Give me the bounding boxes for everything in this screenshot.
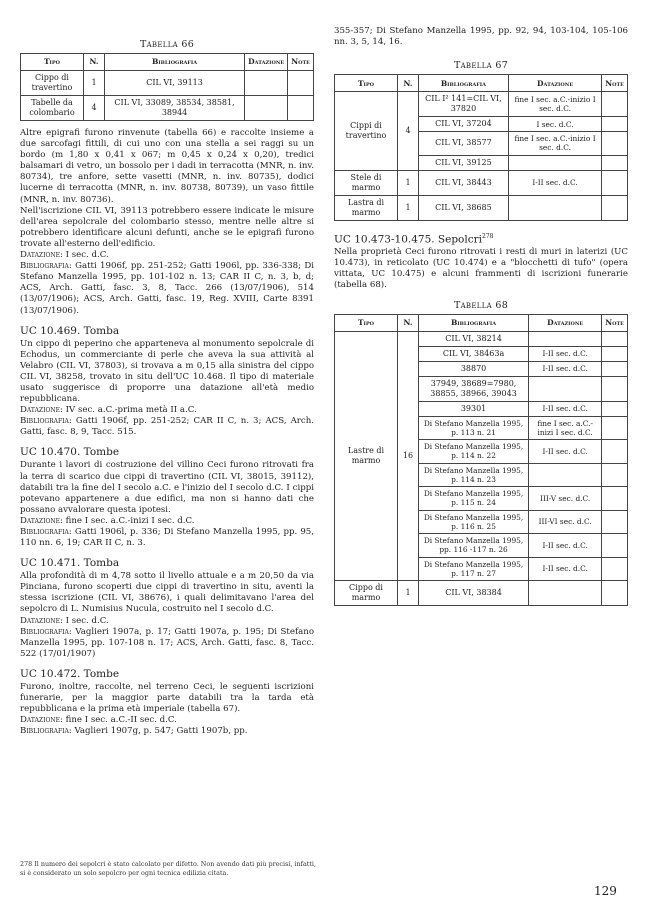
cell-note: [602, 534, 628, 558]
section-heading: UC 10.469. Tomba: [20, 324, 120, 337]
paragraph: Altre epigrafi furono rinvenute (tabella 66) e raccolte insieme a due sarcofagi fittili, di cui uno con una stella a sei raggi su un bordo (m 1,80 x 0,41 x 067; m 0,45 x 0,24 x 0,20), tredici balsamari di vetro, un bossolo per i dadi in terracotta (MNR, n. inv. 80734), tre anfore, sette vasetti (MNR, n. inv. 80735), dodici lucerne di terracotta (MNR, n. inv. 80738, 80739), un vaso fittile (MNR, n. inv. 80736).: [20, 128, 314, 205]
cell-note: [602, 361, 628, 376]
bibliography: Bibliografia: Vaglieri 1907g, p. 547; Gatti 1907b, pp.: [20, 726, 248, 737]
cell-note: [602, 440, 628, 464]
table-header-cell: Tipo: [335, 75, 398, 92]
cell-note: [602, 195, 628, 220]
table-header-cell: N.: [84, 54, 105, 71]
cell-datazione: I-II sec. d.C.: [529, 401, 602, 416]
cell-note: [602, 581, 628, 606]
table-header-cell: Datazione: [508, 75, 601, 92]
table-row: [335, 195, 628, 220]
cell-note: [602, 557, 628, 581]
table-66: [20, 53, 314, 121]
cell-bibliografia: Di Stefano Manzella 1995, pp. 116 -117 n. 26: [419, 534, 529, 558]
cell-datazione: [529, 376, 602, 401]
cell-datazione: I-II sec. d.C.: [529, 346, 602, 361]
table-67-title: Tabella 67: [453, 60, 509, 72]
table-header-cell: Note: [602, 75, 628, 92]
dating: Datazione: I sec. d.C.: [20, 250, 109, 261]
cell-note: [602, 463, 628, 487]
table-header-cell: Tipo: [335, 314, 398, 331]
table-68-title: Tabella 68: [453, 299, 509, 311]
table-header-cell: Bibliografia: [419, 314, 529, 331]
cell-bibliografia: 37949, 38689=7980, 38855, 38966, 39043: [419, 376, 529, 401]
cell-datazione: I-II sec. d.C.: [529, 557, 602, 581]
cell-note: [602, 132, 628, 156]
cell-n: 16: [398, 331, 419, 581]
cell-datazione: III-V sec. d.C.: [529, 487, 602, 511]
table-row: [335, 331, 628, 346]
section-heading: UC 10.472. Tombe: [20, 667, 120, 680]
cell-bibliografia: CIL VI, 38463a: [419, 346, 529, 361]
cell-datazione: [508, 195, 601, 220]
footnote-marker: 278: [482, 232, 494, 240]
dating: Datazione: fine I sec. a.C.-inizi I sec. d.C.: [20, 515, 195, 526]
bibliography: Bibliografia: Gatti 1906l, p. 336; Di Stefano Manzella 1995, pp. 95, 110 nn. 6, 19; CAR II C, n. 3.: [20, 527, 314, 549]
cell-datazione: [529, 463, 602, 487]
table-header-cell: Note: [288, 54, 314, 71]
cell-note: [602, 331, 628, 346]
cell-bibliografia: CIL VI, 33089, 38534, 38581, 38944: [105, 96, 245, 121]
cell-tipo: Lastra di marmo: [335, 195, 398, 220]
cell-bibliografia: Di Stefano Manzella 1995, p. 113 n. 21: [419, 416, 529, 440]
cell-tipo: Cippo di marmo: [335, 581, 398, 606]
cell-datazione: fine I sec. a.C.-inizi I sec. d.C.: [529, 416, 602, 440]
bibliography: Bibliografia: Gatti 1906f, pp. 251-252; Gatti 1906l, pp. 336-338; Di Stefano Manzella 1995, pp. 101-102 n. 13; CAR II C, n. 3, b, d; ACS, Arch. Gatti, fasc. 3, 8, Tacc. 266 (13/07/1906), 514 (13/07/1906); ACS, Arch. Gatti, fasc. 19, Reg. XVIII, Carte 8391 (13/07/1906).: [20, 261, 314, 316]
cell-note: [602, 510, 628, 534]
right-column: [334, 0, 628, 606]
cell-datazione: [245, 71, 288, 96]
cell-note: [602, 92, 628, 117]
cell-tipo: Tabelle da colombario: [21, 96, 84, 121]
cell-datazione: [508, 155, 601, 170]
table-header-cell: Bibliografia: [419, 75, 509, 92]
cell-note: [602, 416, 628, 440]
paragraph: Nell'iscrizione CIL VI, 39113 potrebbero essere indicate le misure dell'area sepolcrale del colombario stesso, mentre nelle altre si potrebbero identificare alcuni defunti, anche se le epigrafi furono trovate all'esterno dell'edificio.: [20, 205, 314, 249]
section-heading: UC 10.470. Tombe: [20, 446, 120, 459]
cell-tipo: Lastre di marmo: [335, 331, 398, 581]
table-68: [334, 314, 628, 607]
cell-bibliografia: CIL I² 141=CIL VI, 37820: [419, 92, 509, 117]
cell-datazione: I-II sec. d.C.: [529, 361, 602, 376]
table-header-cell: Note: [602, 314, 628, 331]
cell-bibliografia: 38870: [419, 361, 529, 376]
paragraph: Furono, inoltre, raccolte, nel terreno Ceci, le seguenti iscrizioni funerarie, per la maggior parte databili tra la tarda età repubblicana e la prima età imperiale (tabella 67).: [20, 681, 314, 715]
section-heading: UC 10.473-10.475. Sepolcri$^{278}$: [334, 232, 494, 246]
cell-bibliografia: CIL VI, 38214: [419, 331, 529, 346]
cell-bibliografia: CIL VI, 38384: [419, 581, 529, 606]
cell-datazione: I-II sec. d.C.: [529, 440, 602, 464]
table-header-cell: N.: [398, 75, 419, 92]
dating: Datazione: IV sec. a.C.-prima metà II a.C.: [20, 405, 197, 416]
cell-note: [602, 487, 628, 511]
cell-datazione: [245, 96, 288, 121]
paragraph: Nella proprietà Ceci furono ritrovati i resti di muri in laterizi (UC 10.473), in reticolato (UC 10.474) e a "blocchetti di tufo" (opera vittata, UC 10.475) e alcuni frammenti di iscrizioni funerarie (tabella 68).: [334, 247, 628, 291]
dating: Datazione: fine I sec. a.C.-II sec. d.C.: [20, 715, 177, 726]
cell-bibliografia: CIL VI, 37204: [419, 117, 509, 132]
table-row: [21, 96, 314, 121]
footnote: 278 Il numero dei sepolcri è stato calcolato per difetto. Non avendo dati più precisi, infatti, si è considerato un solo sepolcro per ogni tecnica edilizia citata.: [20, 860, 316, 877]
cell-n: 1: [398, 581, 419, 606]
table-row: [335, 170, 628, 195]
cell-datazione: [529, 581, 602, 606]
cell-bibliografia: CIL VI, 38443: [419, 170, 509, 195]
table-header-cell: Tipo: [21, 54, 84, 71]
cell-datazione: I sec. d.C.: [508, 117, 601, 132]
page-number: 129: [594, 884, 617, 898]
cell-bibliografia: 39301: [419, 401, 529, 416]
cell-note: [288, 96, 314, 121]
table-row: [335, 581, 628, 606]
cell-tipo: Cippi di travertino: [335, 92, 398, 171]
table-66-title: Tabella 66: [139, 39, 195, 50]
cell-tipo: Cippo di travertino: [21, 71, 84, 96]
section-heading: UC 10.471. Tomba: [20, 557, 120, 570]
left-column: [20, 0, 314, 737]
cell-bibliografia: Di Stefano Manzella 1995, p. 115 n. 24: [419, 487, 529, 511]
cell-n: 4: [84, 96, 105, 121]
cell-bibliografia: Di Stefano Manzella 1995, p. 116 n. 25: [419, 510, 529, 534]
table-header-cell: Bibliografia: [105, 54, 245, 71]
cell-note: [288, 71, 314, 96]
dating: Datazione: I sec. d.C.: [20, 615, 109, 626]
cell-bibliografia: CIL VI, 39125: [419, 155, 509, 170]
table-header-cell: Datazione: [529, 314, 602, 331]
cell-bibliografia: CIL VI, 38577: [419, 132, 509, 156]
bibliography: Bibliografia: Gatti 1906f, pp. 251-252; CAR II C, n. 3; ACS, Arch. Gatti, fasc. 8, 9, Tacc. 515.: [20, 416, 314, 438]
paragraph: 355-357; Di Stefano Manzella 1995, pp. 92, 94, 103-104, 105-106 nn. 3, 5, 14, 16.: [334, 26, 628, 48]
paragraph: Un cippo di peperino che apparteneva al monumento sepolcrale di Echodus, un commerciante di perle che aveva la sua attività al Velabro (CIL VI, 37803), si trovava a m 0,15 alla sinistra del cippo CIL VI, 38258, trovato in situ dell'UC 10.468. Il tipo di materiale usato suggerisce di proporre una datazione all'età medio repubblicana.: [20, 338, 314, 405]
cell-datazione: fine I sec. a.C.-inizio I sec. d.C.: [508, 132, 601, 156]
bibliography: Bibliografia: Vaglieri 1907a, p. 17; Gatti 1907a, p. 195; Di Stefano Manzella 1995, pp. 107-108 n. 17; ACS, Arch. Gatti, fasc. 8, Tacc. 522 (17/01/1907): [20, 626, 314, 659]
cell-datazione: I-II sec. d.C.: [529, 534, 602, 558]
table-row: [21, 71, 314, 96]
cell-note: [602, 346, 628, 361]
paragraph: Durante i lavori di costruzione del villino Ceci furono ritrovati fra la terra di scarico due cippi di travertino (CIL VI, 38015, 39112), databili tra la fine del I secolo a.C. e l'inizio del I secolo d.C. I cippi potevano appartenere a due edifici, ma non si hanno dati che possano avvalorare questa ipotesi.: [20, 460, 314, 515]
cell-note: [602, 155, 628, 170]
cell-note: [602, 376, 628, 401]
cell-note: [602, 401, 628, 416]
table-67: [334, 74, 628, 221]
cell-n: 4: [398, 92, 419, 171]
table-header-cell: N.: [398, 314, 419, 331]
cell-datazione: I-II sec. d.C.: [508, 170, 601, 195]
cell-note: [602, 170, 628, 195]
cell-n: 1: [398, 195, 419, 220]
cell-bibliografia: CIL VI, 39113: [105, 71, 245, 96]
cell-bibliografia: Di Stefano Manzella 1995, p. 114 n. 23: [419, 463, 529, 487]
paragraph: Alla profondità di m 4,78 sotto il livello attuale e a m 20,50 da via Pinciana, furono scoperti due cippi di travertino in situ, aventi la stessa iscrizione (CIL VI, 38676), i quali delimitavano l'area del sepolcro di L. Numisius Nucula, costruito nel I secolo d.C.: [20, 571, 314, 615]
cell-tipo: Stele di marmo: [335, 170, 398, 195]
table-row: [335, 92, 628, 117]
cell-datazione: III-VI sec. d.C.: [529, 510, 602, 534]
cell-bibliografia: CIL VI, 38685: [419, 195, 509, 220]
cell-bibliografia: Di Stefano Manzella 1995, p. 114 n. 22: [419, 440, 529, 464]
cell-n: 1: [84, 71, 105, 96]
cell-bibliografia: Di Stefano Manzella 1995, p. 117 n. 27: [419, 557, 529, 581]
table-header-cell: Datazione: [245, 54, 288, 71]
cell-note: [602, 117, 628, 132]
cell-n: 1: [398, 170, 419, 195]
cell-datazione: fine I sec. a.C.-inizio I sec. d.C.: [508, 92, 601, 117]
cell-datazione: [529, 331, 602, 346]
